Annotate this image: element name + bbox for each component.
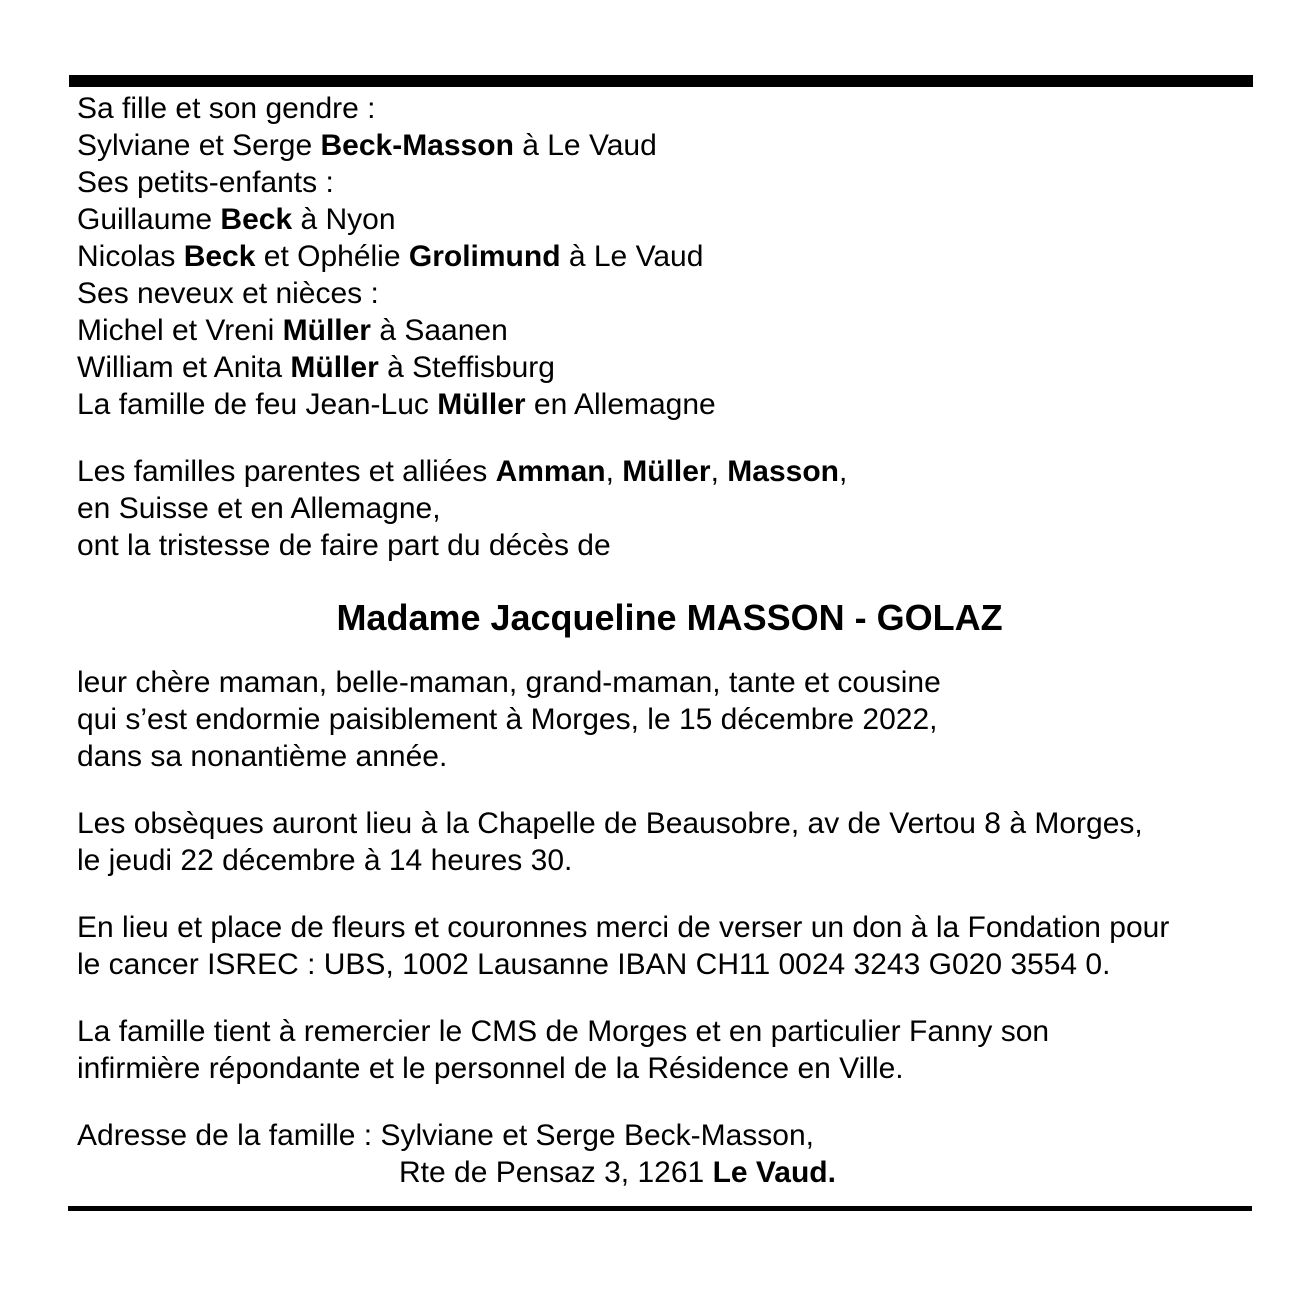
text-line: infirmière répondante et le personnel de la Résidence en Ville. xyxy=(77,1052,904,1085)
text-line: Ses petits-enfants : xyxy=(77,166,334,199)
text-line: en Suisse et en Allemagne, xyxy=(77,492,441,525)
text-line: Les familles parentes et alliées Amman, Müller, Masson, xyxy=(77,455,848,488)
text-line: William et Anita Müller à Steffisburg xyxy=(77,351,555,384)
text-line: qui s’est endormie paisiblement à Morges, le 15 décembre 2022, xyxy=(77,703,938,736)
text-line: Guillaume Beck à Nyon xyxy=(77,203,396,236)
bottom-rule xyxy=(68,1206,1252,1211)
donation-paragraph xyxy=(77,909,1262,983)
announcement-paragraph xyxy=(77,453,1262,564)
text-line: le cancer ISREC : UBS, 1002 Lausanne IBAN CH11 0024 3243 G020 3554 0. xyxy=(77,948,1111,981)
deceased-name-title: Madame Jacqueline MASSON - GOLAZ xyxy=(336,597,1003,638)
thanks-paragraph xyxy=(77,1013,1262,1087)
text-line: Nicolas Beck et Ophélie Grolimund à Le Vaud xyxy=(77,240,704,273)
funeral-paragraph xyxy=(77,805,1262,879)
text-line: La famille de feu Jean-Luc Müller en Allemagne xyxy=(77,388,716,421)
text-line: En lieu et place de fleurs et couronnes merci de verser un don à la Fondation pour xyxy=(77,911,1170,944)
text-line: Michel et Vreni Müller à Saanen xyxy=(77,314,508,347)
notice-content xyxy=(77,90,1262,1221)
text-line: ont la tristesse de faire part du décès de xyxy=(77,529,611,562)
text-line: Sa fille et son gendre : xyxy=(77,92,376,125)
text-line: Les obsèques auront lieu à la Chapelle de Beausobre, av de Vertou 8 à Morges, xyxy=(77,807,1143,840)
text-line: Sylviane et Serge Beck-Masson à Le Vaud xyxy=(77,129,657,162)
text-line: La famille tient à remercier le CMS de Morges et en particulier Fanny son xyxy=(77,1015,1050,1048)
relatives-paragraph xyxy=(77,90,1262,423)
text-line: le jeudi 22 décembre à 14 heures 30. xyxy=(77,844,573,877)
text-line: leur chère maman, belle-maman, grand-maman, tante et cousine xyxy=(77,666,941,699)
text-line: Adresse de la famille : Sylviane et Serge Beck-Masson, xyxy=(77,1119,815,1152)
text-line: Rte de Pensaz 3, 1261 Le Vaud. xyxy=(399,1156,836,1189)
address-paragraph xyxy=(77,1117,1262,1191)
top-rule xyxy=(69,75,1253,87)
text-line: dans sa nonantième année. xyxy=(77,740,448,773)
description-paragraph xyxy=(77,664,1262,775)
text-line: Ses neveux et nièces : xyxy=(77,277,379,310)
